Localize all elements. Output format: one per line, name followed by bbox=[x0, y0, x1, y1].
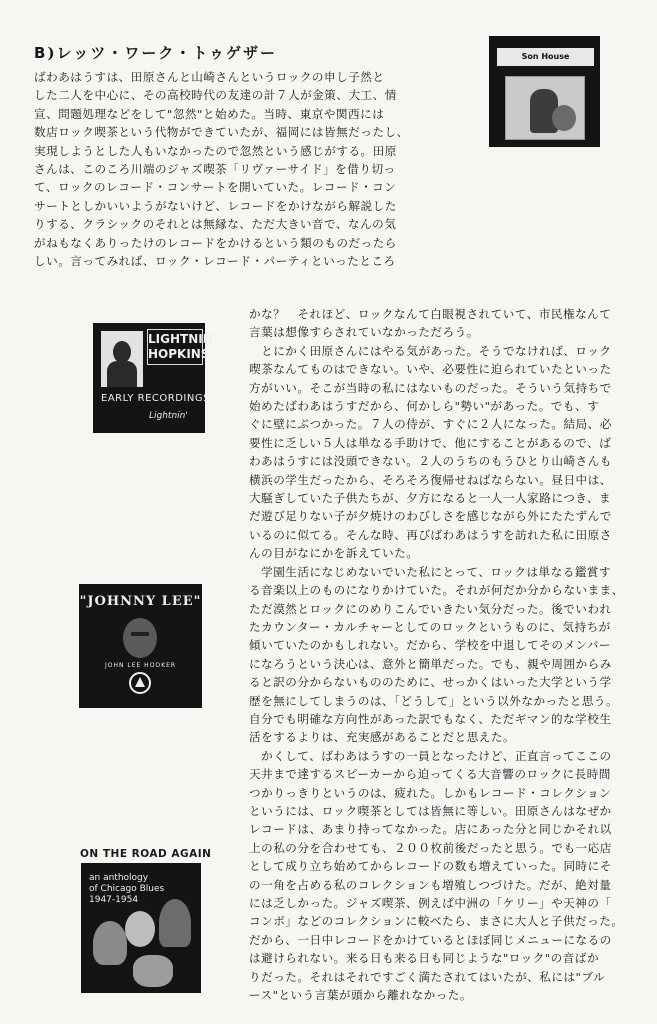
text-line: だから、一日中レコードをかけているとほぼ同じメニューになるの bbox=[249, 932, 612, 947]
johnny-lee-artist: JOHN LEE HOOKER bbox=[104, 662, 177, 669]
on-the-road-again-album-cover bbox=[81, 863, 201, 993]
text-line: 活をするよりは、充実感があることだと思えた。 bbox=[249, 730, 516, 745]
text-line: たカウンター・カルチャーとしてのロックというものに、気持ちが bbox=[249, 619, 611, 634]
text-line: さんは、このころ川端のジャズ喫茶「リヴァーサイド」を借り切っ bbox=[34, 162, 396, 177]
text-line: いるのに似てる。そんな時、再びばわあはうすを訪れた私に田原さ bbox=[249, 527, 612, 542]
text-line: ただ漠然とロックにのめりこんでいきたい気分だった。後でいわれ bbox=[249, 601, 612, 616]
text-line: 傾いていたのかもしれない。だから、学校を中退してそのメンバー bbox=[249, 638, 612, 653]
text-line: て、ロックのレコード・コンサートを開いていた。レコード・コン bbox=[34, 180, 397, 195]
text-line: りする、クラシックのそれとは無縁な、ただ大きい音で、なんの気 bbox=[34, 217, 397, 232]
text-line: ると訳の分からないもののために、せっかくはいった大学という学 bbox=[249, 675, 612, 690]
text-line: ース"という言葉が頭から離れなかった。 bbox=[249, 988, 472, 1003]
lightnin-subtitle: EARLY RECORDINGS bbox=[101, 393, 210, 404]
musician-figure bbox=[93, 921, 127, 965]
sunglasses-shape bbox=[131, 632, 149, 636]
text-line: になろうという決心は、意外と簡単だった。でも、親や周囲からみ bbox=[249, 656, 612, 671]
text-line: サートとしかいいようがないけど、レコードをかけながら解説した bbox=[34, 198, 397, 213]
road-subtitle-line: of Chicago Blues bbox=[89, 884, 165, 894]
label-logo-icon bbox=[129, 672, 151, 694]
musician-body bbox=[107, 361, 137, 387]
text-line: レコードは、あまり持ってなかった。店にあった分と同じかそれ以 bbox=[249, 822, 612, 837]
text-line: りだった。それはそれですごく満たされてはいたが、私には"ブル bbox=[249, 969, 606, 984]
son-house-title: Son House bbox=[497, 48, 594, 66]
musician-head bbox=[113, 341, 131, 363]
guitar-shape bbox=[552, 105, 576, 131]
musician-face bbox=[123, 618, 157, 658]
lightnin-title-line1: LIGHTNIN' bbox=[148, 332, 217, 346]
text-line: かな？ それほど、ロックなんて白眼視されていて、市民権なんて bbox=[249, 307, 612, 321]
text-line: ぐに壁にぶつかった。７人の侍が、すぐに２人になった。結局、必 bbox=[249, 417, 612, 432]
text-line: 学園生活になじめないでいた私にとって、ロックは単なる鑑賞す bbox=[249, 564, 612, 579]
text-line: る音楽以上のものになりかけていた。それが何だか分からないまま、 bbox=[249, 583, 624, 598]
text-line: 大騒ぎしていた子供たちが、夕方になると一人一人家路につき、ま bbox=[249, 491, 612, 506]
lightnin-hopkins-album-cover bbox=[93, 323, 217, 433]
text-line: ばわあはうすは、田原さんと山崎さんというロックの申し子然と bbox=[34, 70, 385, 84]
text-line: 始めたばわあはうすだから、何かしら"勢い"があった。でも、す bbox=[249, 399, 600, 414]
musician-figure bbox=[159, 899, 191, 947]
lightnin-title-line2: HOPKINS bbox=[148, 347, 210, 361]
text-line: は避けられない。来る日も来る日も同じような"ロック"の音ばか bbox=[249, 951, 600, 966]
text-line: 方がいい。そこが当時の私にはないものだった。そういう気持ちで bbox=[249, 380, 612, 395]
road-subtitle bbox=[89, 873, 164, 906]
johnny-lee-title: "JOHNNY LEE" bbox=[79, 594, 202, 609]
text-line: がねもなくありったけのレコードをかけるという類のものだったら bbox=[34, 235, 397, 250]
text-line: 言葉は想像すらされていなかっただろう。 bbox=[249, 325, 479, 340]
text-line: わあはうすには没頭できない。２人のうちのもうひとり山崎さんも bbox=[249, 454, 612, 469]
text-line: した二人を中心に、その高校時代の友達の計７人が金策、大工、情 bbox=[34, 88, 397, 103]
text-line: 喫茶なんてものはできない。いや、必要性に迫られていたといった bbox=[249, 362, 612, 377]
musician-figure bbox=[125, 911, 155, 947]
intro-paragraph bbox=[34, 68, 454, 270]
text-line: 横浜の学生だったから、そろそろ復帰せねばならない。昼日中は、 bbox=[249, 472, 612, 487]
text-line: しい。言ってみれば、ロック・レコード・パーティといったところ bbox=[34, 254, 396, 269]
main-paragraph bbox=[249, 305, 645, 1004]
son-house-album-cover bbox=[489, 36, 600, 147]
text-line: 自分でも明確な方向性があった訳でもなく、ただギマン的な学校生 bbox=[249, 711, 612, 726]
text-line: 要性に乏しい５人は単なる手助けで、他にすることがあるので、ば bbox=[249, 435, 612, 450]
text-line: 天井まで達するスピーカーから迫ってくる大音響のロックに長時間 bbox=[249, 767, 611, 782]
text-line: つかりっきりというのは、疲れた。しかもレコード・コレクション bbox=[249, 785, 612, 800]
lightnin-photo bbox=[101, 331, 143, 387]
section-title: )レッツ・ワーク・トゥゲザー bbox=[47, 44, 278, 62]
text-line: というには、ロック喫茶としては皆無に等しい。田原さんはなぜか bbox=[249, 803, 612, 818]
text-line: には乏しかった。ジャズ喫茶、例えば中洲の「ケリー」や天神の「 bbox=[249, 896, 612, 910]
text-line: 歴を無にしてしまうのは、「どうして」という以外なかったと思う。 bbox=[249, 693, 619, 708]
text-line: 上の私の分を合わせても、２００枚前後だったと思う。でも一応店 bbox=[249, 840, 612, 855]
section-heading bbox=[34, 42, 277, 63]
lightnin-title bbox=[147, 329, 217, 365]
road-subtitle-line: an anthology bbox=[89, 873, 149, 883]
text-line: んの目がなにかを訴えていた。 bbox=[249, 546, 419, 561]
text-line: として成り立ち始めてからレコードの数も増えていった。同時にそ bbox=[249, 859, 612, 874]
johnny-lee-album-cover bbox=[79, 584, 202, 708]
musician-figure bbox=[133, 955, 173, 987]
on-the-road-again-heading: ON THE ROAD AGAIN bbox=[80, 848, 212, 860]
text-line: かくして、ばわあはうすの一員となったけど、正直言ってここの bbox=[249, 748, 612, 763]
text-line: の一角を占める私のコレクションも増殖しつづけた。だが、絶対量 bbox=[249, 877, 612, 892]
text-line: とにかく田原さんにはやる気があった。そうでなければ、ロック bbox=[249, 343, 612, 358]
son-house-photo bbox=[505, 76, 585, 140]
road-subtitle-line: 1947-1954 bbox=[89, 895, 139, 905]
text-line: 宣、問題処理などをして"忽然"と始めた。当時、東京や関西には bbox=[34, 106, 385, 121]
text-line: 数店ロック喫茶という代物ができていたが、福岡には皆無だったし、 bbox=[34, 125, 409, 140]
text-line: 実現しようとした人もいなかったので忽然という感じがする。田原 bbox=[34, 143, 397, 158]
text-line: だ遊び足りない子が夕焼けのわびしさを感じながら外にたたずんで bbox=[249, 509, 612, 524]
text-line: コンボ」などのコレクションに較べたら、まさに大人と子供だった。 bbox=[249, 914, 624, 929]
lightnin-signature: Lightnin' bbox=[149, 411, 188, 421]
section-letter: B bbox=[34, 44, 48, 62]
